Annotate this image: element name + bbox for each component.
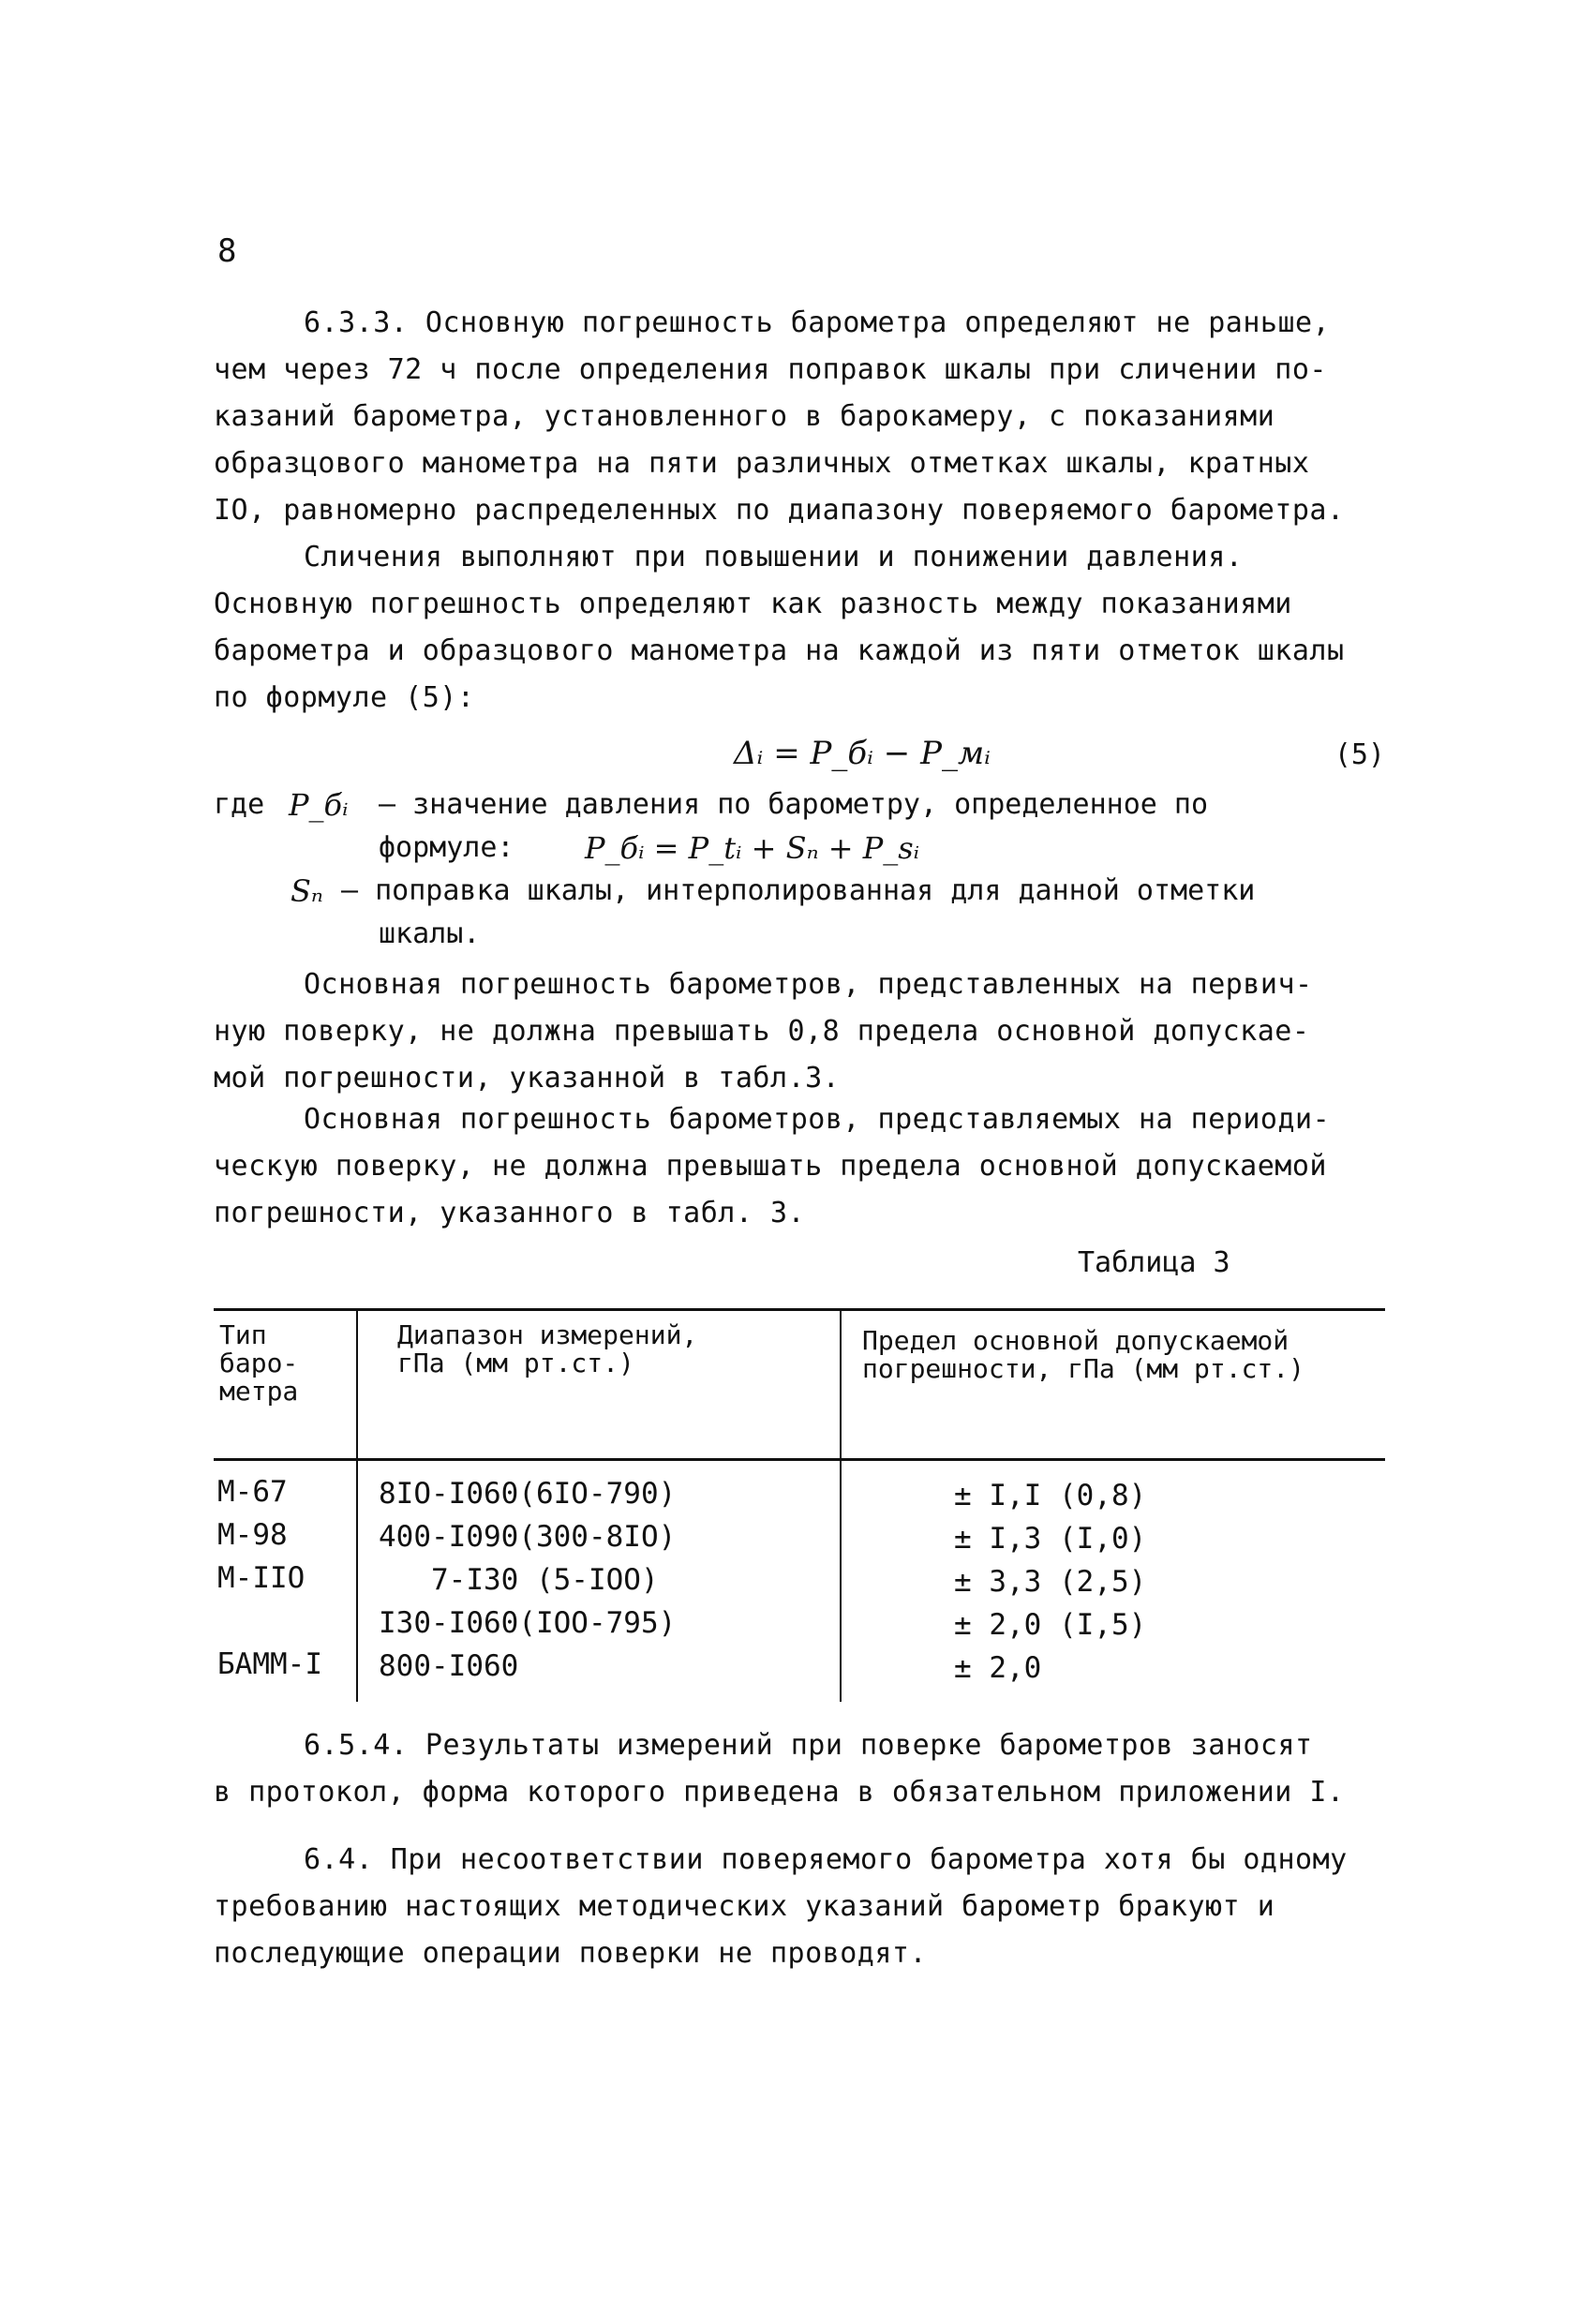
error-limits-table <box>214 1308 1385 1702</box>
header-range: Диапазон измерений, гПа (мм рт.ст.) <box>397 1319 698 1378</box>
cell-range: 8IO-I060(6IO-790) <box>379 1477 677 1511</box>
symbol-pb: P_бᵢ <box>289 787 349 823</box>
cell-type: М-IIO <box>217 1561 306 1595</box>
table-header-rule <box>214 1458 1385 1461</box>
page-number: 8 <box>217 232 237 270</box>
cell-limit: ± 3,3 (2,5) <box>954 1565 1147 1599</box>
sub-formula: P_бᵢ = P_tᵢ + Sₙ + P_sᵢ <box>585 830 920 866</box>
cell-range: 7-I30 (5-IOO) <box>379 1563 659 1597</box>
paragraph-comparisons: Сличения выполняют при повышении и понижении давления. Основную погрешность определяют как разность между показаниями барометра и образцового манометра на каждой из пяти отметок шкалы по формуле (5): <box>214 541 1345 714</box>
legend-row-sn-cont <box>214 913 1385 956</box>
cell-limit: ± 2,0 (I,5) <box>954 1608 1147 1642</box>
formula-5 <box>214 735 1385 787</box>
table-column-divider-2 <box>840 1308 842 1702</box>
table-column-divider-1 <box>356 1308 358 1702</box>
cell-type: БАММ-I <box>217 1647 322 1681</box>
cell-limit: ± I,I (0,8) <box>954 1479 1147 1512</box>
paragraph-primary-verification: Основная погрешность барометров, представленных на первич- ную поверку, не должна превышать 0,8 предела основной допускае- мой погрешности, указанной в табл.3. <box>214 968 1313 1095</box>
cell-range: 400-I090(300-8IO) <box>379 1520 677 1554</box>
symbol-sn: Sₙ <box>291 873 323 909</box>
formula-number: (5) <box>1334 738 1385 771</box>
definition-pb-continued: формуле: <box>379 831 514 864</box>
legend-row-sn <box>214 870 1385 913</box>
header-type: Тип баро- метра <box>219 1319 299 1407</box>
legend-row-pb-cont <box>214 827 1385 870</box>
paragraph-6-3-3: 6.3.3. Основную погрешность барометра определяют не раньше, чем через 72 ч после определения поправок шкалы при сличении по- казаний барометра, установленного в барокамеру, с показаниями образцового манометра на пяти различных отметках шкалы, кратных IO, равномерно распределенных по диапазону поверяемого барометра. <box>214 306 1345 527</box>
definition-pb: – значение давления по барометру, определенное по <box>379 788 1209 821</box>
cell-range: 800-I060 <box>379 1649 519 1683</box>
cell-type: М-67 <box>217 1475 288 1509</box>
paragraph-periodic-verification: Основная погрешность барометров, представляемых на периоди- ческую поверку, не должна превышать предела основной допускаемой погрешности, указанного в табл. 3. <box>214 1103 1331 1229</box>
cell-type: М-98 <box>217 1518 288 1552</box>
legend-row-pb <box>214 783 1385 827</box>
cell-range: I30-I060(IOO-795) <box>379 1606 677 1640</box>
definition-sn-continued: шкалы. <box>379 917 481 950</box>
table-caption: Таблица 3 <box>1078 1246 1230 1279</box>
paragraph-6-4: 6.4. При несоответствии поверяемого барометра хотя бы одному требованию настоящих методических указаний барометр бракуют и последующие операции поверки не проводят. <box>214 1843 1348 1970</box>
header-limit: Предел основной допускаемой погрешности, гПа (мм рт.ст.) <box>862 1325 1305 1384</box>
table-top-rule <box>214 1308 1385 1311</box>
definition-sn: – поправка шкалы, интерполированная для данной отметки <box>341 874 1256 907</box>
formula-legend <box>214 783 1385 956</box>
paragraph-6-5-4: 6.5.4. Результаты измерений при поверке барометров заносят в протокол, форма которого приведена в обязательном приложении I. <box>214 1729 1345 1809</box>
where-keyword: где <box>214 788 265 821</box>
formula-main: Δᵢ = P_бᵢ − P_мᵢ <box>734 735 991 772</box>
cell-limit: ± I,3 (I,0) <box>954 1522 1147 1556</box>
cell-limit: ± 2,0 <box>954 1651 1042 1685</box>
